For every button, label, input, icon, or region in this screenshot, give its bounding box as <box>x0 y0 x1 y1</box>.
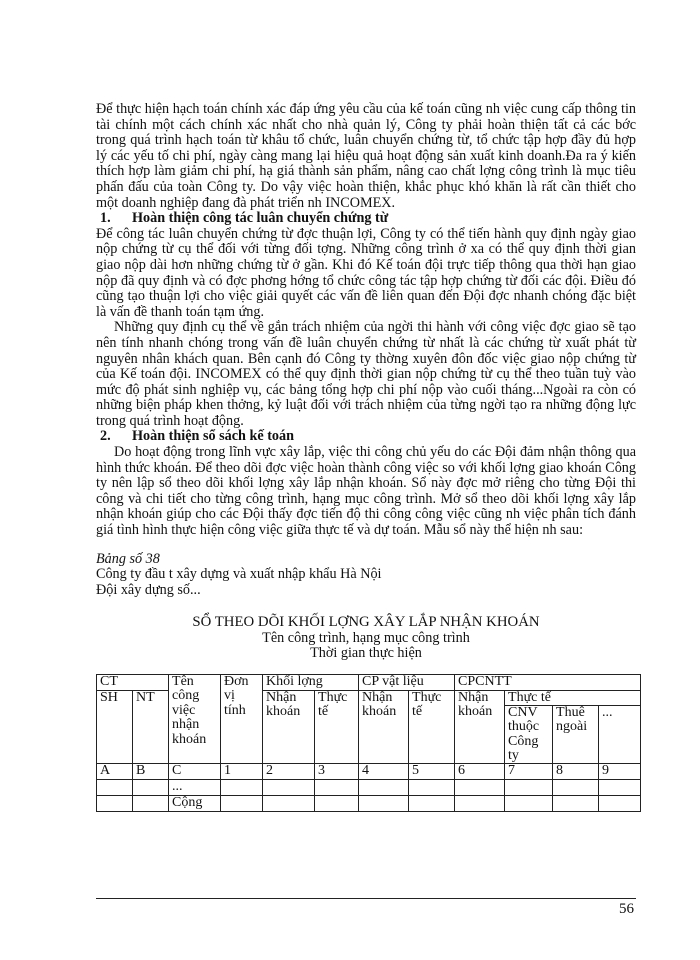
document-page <box>96 102 636 812</box>
section-1-paragraph-1: Để công tác luân chuyển chứng từ đợc thuận lợi, Công ty có thể tiến hành quy định ngày giao nộp chứng từ cụ thể đối với từng đối tợng. Những công trình ở xa có thể quy định thời gian giao nộp dài hơn những chứng từ ở gần. Khi đó Kế toán đội trực tiếp thông qua thời hạn giao nộp đã quy định và có đợc phơng hớng tổ chức công tác tập hợp chứng từ đối các đội. Điều đó cũng tạo thuận lợi cho việc giải quyết các vấn đề liên quan đến Đội đợc nhanh chóng đặc biệt là vấn đề thanh toán tạm ứng. <box>96 225 636 320</box>
ledger-title: SỔ THEO DÕI KHỐI LỢNG XÂY LẮP NHẬN KHOÁN <box>192 614 540 631</box>
table-label: Bảng số 38 <box>96 550 160 567</box>
header-outsourced: Thuê ngoài <box>553 706 599 763</box>
header-volume-actual: Thực tế <box>315 691 359 764</box>
header-labor-contracted: Nhận khoán <box>455 691 505 764</box>
section-1-title: Hoàn thiện công tác luân chuyển chứng từ <box>132 210 389 227</box>
header-unit: Đơn vị tính <box>221 675 263 764</box>
section-2-paragraph-1: Do hoạt động trong lĩnh vực xây lắp, việc thi công chủ yếu do các Đội đảm nhận thông qua hình thức khoán. Để theo dõi đợc việc hoàn thành công việc so với khối lợng giao khoán Công ty nên lập sổ theo dõi khối lợng xây lắp nhận khoán. Sổ này đợc mở riêng cho từng Đội thi công và chi tiết cho từng công trình, hạng mục công trình. Mở sổ theo dõi khối lợng xây lắp nhận khoán giúp cho các Đội thấy đợc tiến độ thi công công việc cũng nh việc phân tích đánh giá tình hình thực hiện công việc giữa thực tế và dự toán. Mẫu sổ này thể hiện nh sau: <box>96 444 636 539</box>
intro-paragraph: Để thực hiện hạch toán chính xác đáp ứng yêu cầu của kế toán cũng nh việc cung cấp thông tin tài chính một cách chính xác nhất cho nhà quản lý, Công ty phải hoàn thiện tất cả các bớc trong quá trình hạch toán từ khâu tổ chức, luân chuyển chứng từ, tổ chức tập hợp đầy đủ hợp lý các yếu tố chi phí, ngày càng mang lại hiệu quả hoạt động sản xuất kinh doanh.Đa ra ý kiến thích hợp làm giảm chi phí, hạ giá thành sản phẩm, nâng cao chất lợng công trình là mục tiêu phấn đấu của toàn Công ty. Do vậy việc hoàn thiện, khắc phục khó khăn là rất cần thiết cho một doanh nghiệp đang đà phát triển nh INCOMEX. <box>96 101 636 211</box>
row-total: Cộng <box>169 796 221 812</box>
header-labor-cost: CPCNTT <box>455 675 641 691</box>
header-task-name: Tên công việc nhận khoán <box>169 675 221 764</box>
header-nt: NT <box>133 691 169 764</box>
code-cell: 7 <box>505 764 553 780</box>
header-material-cost: CP vật liệu <box>359 675 455 691</box>
header-more: ... <box>602 705 613 720</box>
header-material-contracted: Nhận khoán <box>359 691 409 764</box>
code-cell: C <box>169 764 221 780</box>
section-2-number: 2. <box>100 428 111 445</box>
code-cell: 6 <box>455 764 505 780</box>
code-cell: 5 <box>409 764 455 780</box>
section-2-heading <box>96 429 636 445</box>
section-1-paragraph-2: Những quy định cụ thể về gắn trách nhiệm của ngời thi hành với công việc đợc giao sẽ tạo nên tính nhanh chóng trong vấn đề luân chuyển chứng từ nhất là các chứng từ xuất phát từ nguyên nhân khách quan. Bên cạnh đó Công ty thờng xuyên đôn đốc việc giao nộp chứng từ của Kế toán đội. INCOMEX có thể quy định thời gian nộp chứng từ cụ thể theo tuần tuỳ vào mức độ phát sinh nghiệp vụ, các bảng tổng hợp chi phí nộp vào cuối tháng...Ngoài ra còn có những biện pháp khen thởng, kỷ luật đối với trách nhiệm của từng ngời tạo ra những động lực trong quá trình hoạt động. <box>96 319 636 429</box>
page-number: 56 <box>619 901 634 917</box>
header-labor-actual: Thực tế <box>505 691 640 706</box>
header-staff: CNV thuộc Công ty <box>505 706 553 763</box>
team-name: Đội xây dựng số... <box>96 581 201 598</box>
company-name: Công ty đầu t xây dựng và xuất nhập khẩu Hà Nội <box>96 566 382 583</box>
section-2-title: Hoàn thiện sổ sách kế toán <box>132 428 294 445</box>
ledger-subtitle-2: Thời gian thực hiện <box>310 645 422 661</box>
code-cell: 4 <box>359 764 409 780</box>
header-labor-actual-group <box>505 691 641 764</box>
code-cell: 8 <box>553 764 599 780</box>
header-material-actual: Thực tế <box>409 691 455 764</box>
table-header-row-1 <box>97 675 641 691</box>
header-sh: SH <box>97 691 133 764</box>
table-row <box>97 780 641 796</box>
table-total-row <box>97 796 641 812</box>
ledger-subtitle-1: Tên công trình, hạng mục công trình <box>262 630 470 646</box>
code-cell: B <box>133 764 169 780</box>
header-volume: Khối lợng <box>263 675 359 691</box>
header-labor-actual-sub <box>505 706 640 763</box>
header-volume-contracted: Nhận khoán <box>263 691 315 764</box>
code-cell: 1 <box>221 764 263 780</box>
footer-divider <box>96 898 636 899</box>
code-cell: 3 <box>315 764 359 780</box>
code-cell: 2 <box>263 764 315 780</box>
code-cell: A <box>97 764 133 780</box>
header-ct: CT <box>97 675 169 691</box>
row-dots: ... <box>169 780 221 796</box>
code-cell: 9 <box>599 764 641 780</box>
ledger-table <box>96 674 641 812</box>
section-1-heading <box>96 211 636 227</box>
table-code-row <box>97 764 641 780</box>
section-1-number: 1. <box>100 210 111 227</box>
